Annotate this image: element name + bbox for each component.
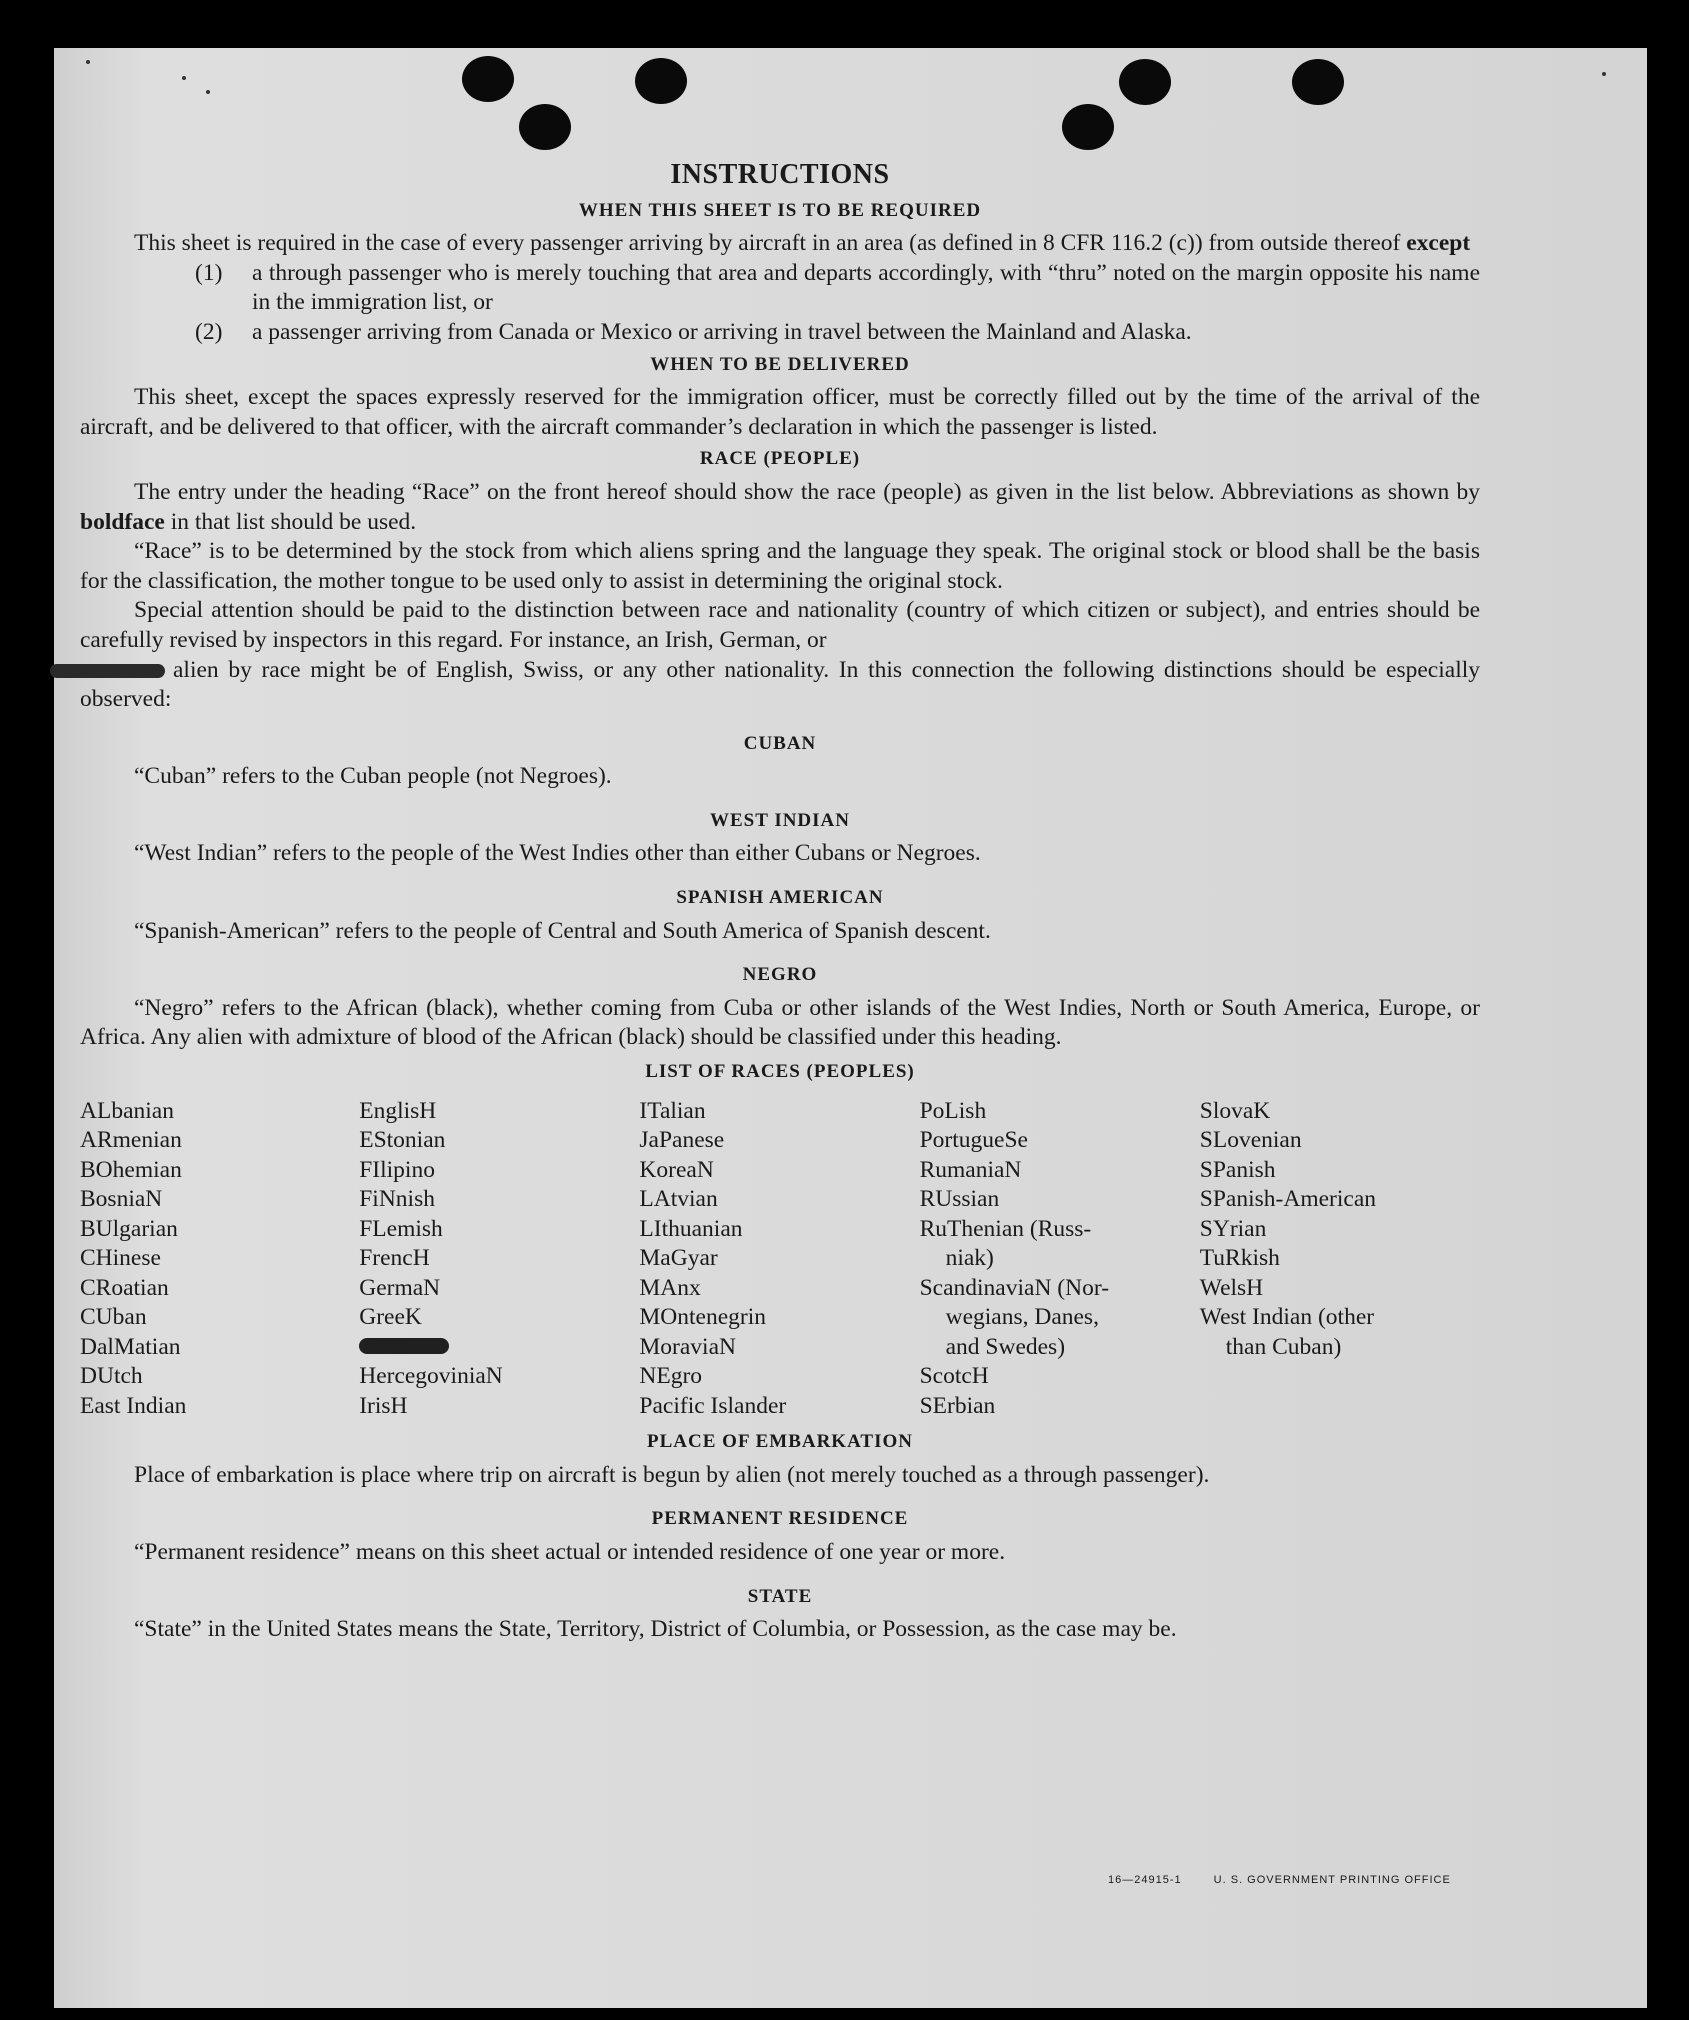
race-entry: JaPanese: [639, 1127, 725, 1154]
when-required-text: This sheet is required in the case of every passenger arriving by aircraft in an area (as defined in 8 CFR 116.2 (c)) from outside thereof except: [134, 230, 1471, 257]
when-delivered-text: This sheet, except the spaces expressly reserved for the immigration officer, must be correctly filled out by the time of the arrival of the aircraft, and be delivered to that officer, with the aircraft commander’s declaration in which the passenger is listed.: [80, 384, 1480, 440]
heading-when-required: WHEN THIS SHEET IS TO BE REQUIRED: [578, 199, 982, 221]
heading-embarkation: PLACE OF EMBARKATION: [647, 1431, 913, 1453]
race-entry: TuRkish: [1199, 1245, 1280, 1272]
race-entry: SPanish-American: [1199, 1186, 1376, 1213]
race-entry: BosniaN: [80, 1186, 163, 1213]
exception-item: (2) a passenger arriving from Canada or Mexico or arriving in travel between the Mainland and Alaska.: [195, 318, 1192, 345]
speck: [1602, 72, 1606, 76]
speck: [86, 60, 90, 64]
race-entry: and Swedes): [945, 1333, 1066, 1360]
heading-state: STATE: [747, 1585, 813, 1607]
race-entry: [1200, 1362, 1480, 1392]
form-number: 16—24915-1: [1108, 1874, 1182, 1886]
race-column: [1200, 1097, 1480, 1422]
race-entry: CUban: [80, 1304, 147, 1331]
race-entry: BOhemian: [80, 1156, 182, 1183]
race-entry: GreeK: [359, 1304, 422, 1331]
race-entry: FrencH: [359, 1245, 430, 1272]
race-entry: FLemish: [359, 1215, 443, 1242]
heading-spanish-american: SPANISH AMERICAN: [676, 887, 884, 909]
race-entry: [359, 1333, 639, 1363]
race-entry: SlovaK: [1199, 1097, 1271, 1124]
race-entry: RUssian: [919, 1186, 1000, 1213]
footer-imprint: [1108, 1874, 1479, 1886]
race-entry: ITalian: [639, 1097, 706, 1124]
race-column: [639, 1097, 919, 1422]
printer-line: U. S. GOVERNMENT PRINTING OFFICE: [1213, 1874, 1451, 1886]
race-entry: GermaN: [359, 1274, 441, 1301]
race-entry: KoreaN: [639, 1156, 714, 1183]
race-entry: than Cuban): [1225, 1333, 1342, 1360]
race-entry: SYrian: [1199, 1215, 1267, 1242]
heading-when-delivered: WHEN TO BE DELIVERED: [650, 353, 910, 375]
race-entry: MOntenegrin: [639, 1304, 767, 1331]
race-entry: [1200, 1392, 1480, 1422]
race-paragraph-3: Special attention should be paid to the distinction between race and nationality (country of which citizen or subject), and entries should be carefully revised by inspectors in this regard. For instance, an Irish, German, or alien by race might be of English, Swiss, or any other nationality. In this connection the following distinctions should be especially observed:: [80, 596, 1480, 714]
page-title: INSTRUCTIONS: [670, 159, 890, 190]
race-entry: niak): [945, 1245, 994, 1272]
race-entry: RuThenian (Russ-: [919, 1215, 1092, 1242]
speck: [206, 90, 210, 94]
permanent-residence-text: “Permanent residence” means on this sheet actual or intended residence of one year or more.: [134, 1538, 1006, 1565]
redaction-mark: [359, 1338, 449, 1354]
heading-west-indian: WEST INDIAN: [710, 809, 850, 831]
negro-text: “Negro” refers to the African (black), whether coming from Cuba or other islands of the West Indies, North or South America, Europe, or Africa. Any alien with admixture of blood of the African (black) should be classified under this heading.: [80, 994, 1480, 1051]
redaction-mark: [50, 664, 165, 678]
embarkation-text: Place of embarkation is place where trip on aircraft is begun by alien (not merely touched as a through passenger).: [134, 1461, 1210, 1488]
punch-hole: [1062, 104, 1114, 150]
race-entry: LIthuanian: [639, 1215, 743, 1242]
race-entry: SErbian: [919, 1392, 996, 1419]
punch-hole: [635, 58, 687, 104]
punch-hole: [519, 104, 571, 150]
race-entry: CHinese: [80, 1245, 161, 1272]
race-column: [80, 1097, 359, 1422]
punch-hole: [1119, 59, 1171, 105]
race-entry: IrisH: [359, 1392, 408, 1419]
race-entry: HercegoviniaN: [359, 1363, 503, 1390]
race-entry: MoraviaN: [639, 1333, 736, 1360]
race-column: [359, 1097, 639, 1422]
race-entry: MAnx: [639, 1274, 701, 1301]
race-entry: EStonian: [359, 1127, 446, 1154]
race-entry: LAtvian: [639, 1186, 718, 1213]
race-entry: SPanish: [1199, 1156, 1276, 1183]
race-entry: FiNnish: [359, 1186, 435, 1213]
race-entry: DalMatian: [80, 1333, 181, 1360]
race-entry: West Indian (other: [1199, 1304, 1375, 1331]
race-paragraph-2: “Race” is to be determined by the stock from which aliens spring and the language they speak. The original stock or blood shall be the basis for the classification, the mother tongue to be used only to assist in determining the original stock.: [80, 538, 1480, 594]
race-entry: BUlgarian: [80, 1215, 178, 1242]
race-entry: ScandinaviaN (Nor-: [919, 1274, 1110, 1301]
race-list: [80, 1097, 1480, 1422]
cuban-text: “Cuban” refers to the Cuban people (not Negroes).: [134, 763, 612, 790]
west-indian-text: “West Indian” refers to the people of the West Indies other than either Cubans or Negroes.: [134, 840, 981, 867]
race-entry: EnglisH: [359, 1097, 437, 1124]
heading-cuban: CUBAN: [743, 732, 817, 754]
race-entry: CRoatian: [80, 1274, 169, 1301]
speck: [182, 76, 186, 80]
exception-item: (1) a through passenger who is merely touching that area and departs accordingly, with “thru” noted on the margin opposite his name in the immigration list, or: [195, 259, 1480, 316]
punch-hole: [462, 56, 514, 102]
race-entry: PoLish: [919, 1097, 987, 1124]
race-entry: ARmenian: [80, 1127, 182, 1154]
race-entry: WelsH: [1199, 1274, 1264, 1301]
heading-permanent-residence: PERMANENT RESIDENCE: [651, 1508, 909, 1530]
punch-hole: [1292, 59, 1344, 105]
race-entry: DUtch: [80, 1363, 143, 1390]
race-entry: PortugueSe: [919, 1127, 1028, 1154]
heading-list-of-races: LIST OF RACES (PEOPLES): [645, 1061, 915, 1083]
race-entry: RumaniaN: [919, 1156, 1022, 1183]
spanish-american-text: “Spanish-American” refers to the people of Central and South America of Spanish descent.: [134, 917, 991, 944]
race-entry: SLovenian: [1199, 1127, 1302, 1154]
race-paragraph-1: The entry under the heading “Race” on the front hereof should show the race (people) as given in the list below. Abbreviations as shown by boldface in that list should be used.: [80, 478, 1480, 535]
race-entry: MaGyar: [639, 1245, 718, 1272]
race-entry: Pacific Islander: [639, 1392, 787, 1419]
heading-race: RACE (PEOPLE): [699, 448, 861, 470]
document-sheet: [54, 48, 1647, 2008]
race-entry: ScotcH: [919, 1363, 989, 1390]
instructions-content: [80, 160, 1480, 1645]
race-entry: NEgro: [639, 1363, 703, 1390]
heading-negro: NEGRO: [742, 964, 818, 986]
race-entry: FIlipino: [359, 1156, 435, 1183]
race-column: [920, 1097, 1200, 1422]
race-entry: East Indian: [80, 1392, 187, 1419]
state-text: “State” in the United States means the State, Territory, District of Columbia, or Possession, as the case may be.: [134, 1616, 1177, 1643]
race-entry: wegians, Danes,: [945, 1304, 1099, 1331]
race-entry: ALbanian: [80, 1097, 174, 1124]
